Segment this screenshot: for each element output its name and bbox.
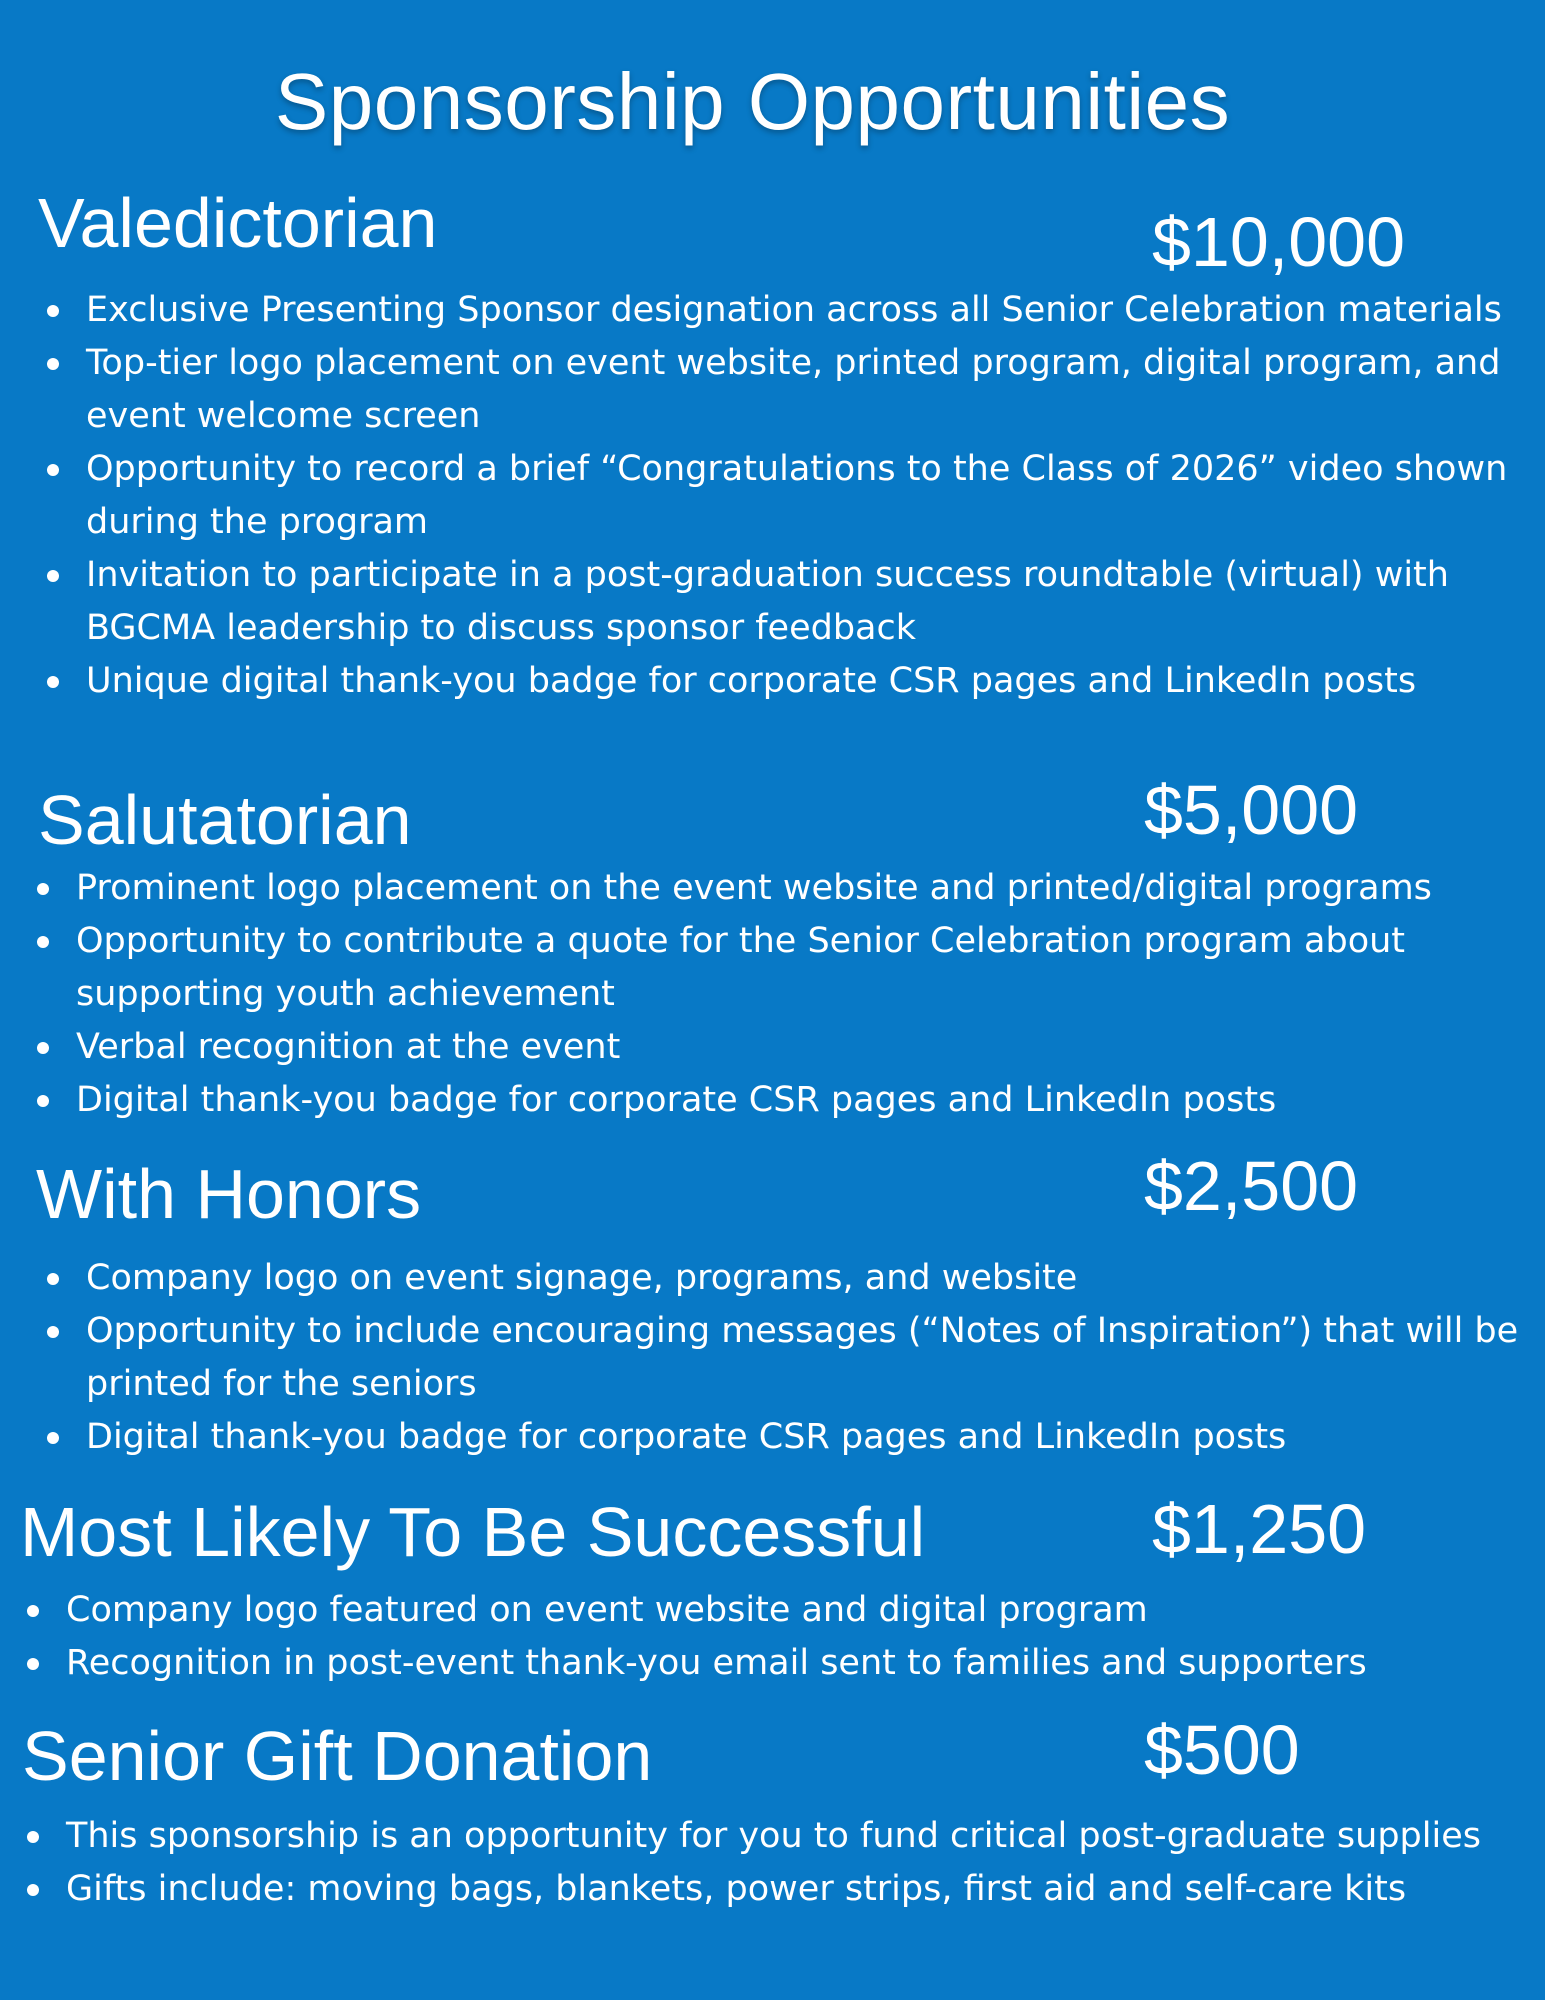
benefit-text: Digital thank-you badge for corporate CSR pages and LinkedIn posts	[76, 1080, 1277, 1120]
bullet-icon	[37, 1095, 49, 1107]
list-item	[86, 549, 1526, 655]
bullet-icon	[47, 676, 59, 688]
tier-price: $5,000	[1144, 771, 1359, 849]
benefit-text: Opportunity to include encouraging messages (“Notes of Inspiration”) that will be printed for the seniors	[86, 1311, 1519, 1404]
bullet-icon	[47, 1432, 59, 1444]
tier-name: Valedictorian	[38, 184, 438, 262]
benefit-text: Top-tier logo placement on event website, printed program, digital program, and event welcome screen	[86, 343, 1501, 436]
benefit-list	[66, 1810, 1526, 1916]
list-item	[66, 1637, 1526, 1690]
list-item	[66, 1584, 1526, 1637]
bullet-icon	[37, 1042, 49, 1054]
bullet-icon	[47, 570, 59, 582]
benefit-text: Gifts include: moving bags, blankets, power strips, first aid and self-care kits	[66, 1869, 1407, 1909]
bullet-icon	[27, 1831, 39, 1843]
bullet-icon	[47, 1326, 59, 1338]
list-item	[86, 337, 1526, 443]
bullet-icon	[47, 305, 59, 317]
bullet-icon	[37, 936, 49, 948]
list-item	[76, 1074, 1526, 1127]
benefit-text: Prominent logo placement on the event website and printed/digital programs	[76, 868, 1432, 908]
benefit-text: Invitation to participate in a post-graduation success roundtable (virtual) with BGCMA leadership to discuss sponsor feedback	[86, 555, 1449, 648]
bullet-icon	[47, 358, 59, 370]
tier-price: $1,250	[1152, 1490, 1367, 1568]
benefit-list	[76, 862, 1526, 1127]
benefit-list	[86, 284, 1526, 708]
list-item	[86, 443, 1526, 549]
benefit-list	[86, 1252, 1526, 1464]
list-item	[86, 1252, 1526, 1305]
bullet-icon	[27, 1605, 39, 1617]
tier-price: $500	[1144, 1711, 1300, 1789]
benefit-text: Opportunity to contribute a quote for the Senior Celebration program about supporting youth achievement	[76, 921, 1406, 1014]
tier-name: Salutatorian	[38, 781, 412, 859]
benefit-text: Verbal recognition at the event	[76, 1027, 621, 1067]
list-item	[76, 915, 1526, 1021]
list-item	[66, 1863, 1526, 1916]
tier-name: Senior Gift Donation	[22, 1717, 653, 1795]
tier-price: $2,500	[1144, 1147, 1359, 1225]
bullet-icon	[27, 1884, 39, 1896]
list-item	[76, 1021, 1526, 1074]
list-item	[66, 1810, 1526, 1863]
tier-price: $10,000	[1152, 203, 1406, 281]
list-item	[76, 862, 1526, 915]
benefit-text: Exclusive Presenting Sponsor designation across all Senior Celebration materials	[86, 290, 1502, 330]
list-item	[86, 655, 1526, 708]
page-title: Sponsorship Opportunities	[274, 57, 1231, 146]
benefit-text: This sponsorship is an opportunity for you to fund critical post-graduate supplies	[66, 1816, 1481, 1856]
benefit-text: Company logo featured on event website and digital program	[66, 1590, 1148, 1630]
list-item	[86, 284, 1526, 337]
benefit-text: Recognition in post-event thank-you email sent to families and supporters	[66, 1643, 1367, 1683]
bullet-icon	[37, 883, 49, 895]
bullet-icon	[47, 464, 59, 476]
list-item	[86, 1305, 1526, 1411]
benefit-text: Opportunity to record a brief “Congratulations to the Class of 2026” video shown during the program	[86, 449, 1508, 542]
bullet-icon	[47, 1273, 59, 1285]
benefit-text: Company logo on event signage, programs, and website	[86, 1258, 1078, 1298]
benefit-text: Digital thank-you badge for corporate CSR pages and LinkedIn posts	[86, 1417, 1287, 1457]
benefit-list	[66, 1584, 1526, 1690]
bullet-icon	[27, 1658, 39, 1670]
tier-name: With Honors	[36, 1155, 422, 1233]
list-item	[86, 1411, 1526, 1464]
tier-name: Most Likely To Be Successful	[20, 1493, 926, 1571]
benefit-text: Unique digital thank-you badge for corporate CSR pages and LinkedIn posts	[86, 661, 1417, 701]
